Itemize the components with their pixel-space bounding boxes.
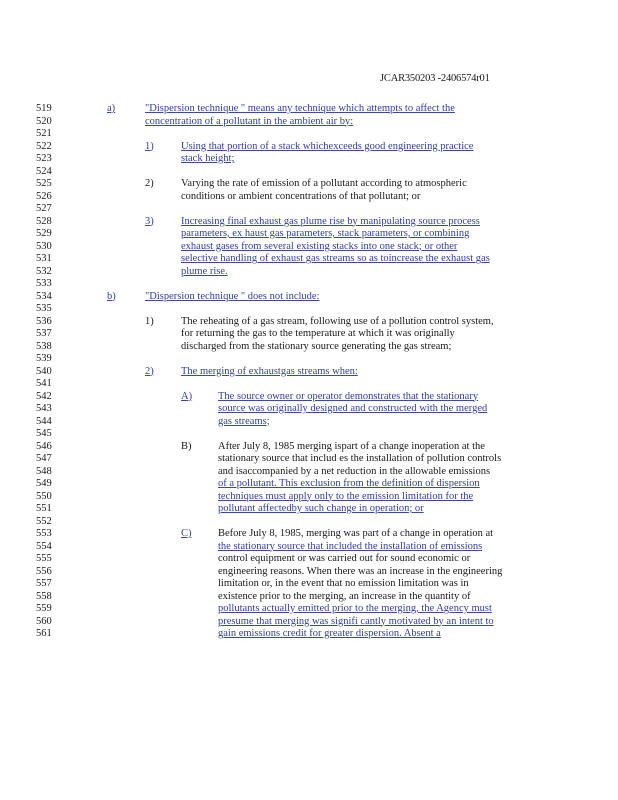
line-number: 521 — [36, 128, 52, 139]
text-line: source was originally designed and constructed with the merged — [218, 403, 488, 414]
line-number: 551 — [36, 503, 52, 514]
text-line: limitation or, in the event that no emission limitation was in — [218, 578, 469, 589]
text-line: engineering reasons. When there was an increase in the engineering — [218, 565, 503, 577]
text-line: of a pollutant. This exclusion from the definition of dispersion — [218, 478, 480, 489]
line-number: 555 — [36, 553, 52, 564]
text-line: After July 8, 1985 merging ispart of a change inoperation at the — [218, 440, 485, 452]
list-marker: C) — [181, 528, 192, 539]
text-line: "Dispersion technique " does not include: — [145, 290, 320, 302]
text-line: Varying the rate of emission of a pollutant according to atmospheric — [181, 178, 467, 189]
text-line: control equipment or was carried out for sound economic or — [218, 553, 471, 564]
line-number: 556 — [36, 565, 52, 577]
line-number: 529 — [36, 228, 52, 239]
line-number: 542 — [36, 390, 52, 402]
line-number: 554 — [36, 540, 52, 552]
text-line: discharged from the stationary source generating the gas stream; — [181, 340, 452, 352]
text-line: Increasing final exhaust gas plume rise by manipulating source process — [181, 215, 480, 227]
list-marker: 1) — [145, 315, 154, 327]
line-number: 553 — [36, 528, 52, 539]
text-line: and isaccompanied by a net reduction in the allowable emissions — [218, 465, 491, 477]
text-line: exhaust gases from several existing stacks into one stack; or other — [181, 240, 458, 252]
text-line: for returning the gas to the temperature at which it was originally — [181, 328, 455, 339]
list-marker: 3) — [145, 215, 154, 227]
list-marker: b) — [107, 290, 116, 302]
text-line: conditions or ambient concentrations of that pollutant; or — [181, 190, 421, 202]
line-number: 526 — [36, 190, 52, 202]
text-line: gain emissions credit for greater dispersion. Absent a — [218, 628, 441, 639]
line-number: 537 — [36, 328, 52, 339]
line-number: 527 — [36, 203, 52, 214]
line-number: 531 — [36, 253, 52, 264]
text-line: Using that portion of a stack whichexceeds good engineering practice — [181, 140, 474, 152]
line-number: 561 — [36, 628, 52, 639]
line-number: 532 — [36, 265, 52, 277]
line-number: 549 — [36, 478, 52, 489]
line-number: 536 — [36, 315, 52, 327]
line-number: 539 — [36, 353, 52, 364]
line-number: 535 — [36, 303, 52, 314]
text-line: presume that merging was signifi cantly motivated by an intent to — [218, 615, 494, 627]
line-number: 538 — [36, 340, 52, 352]
text-line: the stationary source that included the installation of emissions — [218, 540, 483, 552]
text-line: stationary source that includ es the installation of pollution controls — [218, 453, 502, 464]
line-number: 522 — [36, 140, 52, 152]
line-number: 558 — [36, 590, 52, 602]
line-number: 533 — [36, 278, 52, 289]
text-line: parameters, ex haust gas parameters, stack parameters, or combining — [181, 228, 470, 239]
line-number: 550 — [36, 490, 52, 502]
line-number: 560 — [36, 615, 52, 627]
line-number: 519 — [36, 103, 52, 114]
document-id-header: JCAR350203 -2406574r01 — [380, 73, 490, 84]
text-line: "Dispersion technique " means any technique which attempts to affect the — [145, 103, 455, 114]
line-number: 543 — [36, 403, 52, 414]
list-marker: 1) — [145, 140, 154, 152]
line-number: 544 — [36, 415, 52, 427]
line-number: 530 — [36, 240, 52, 252]
text-line: gas streams; — [218, 415, 270, 427]
line-number: 524 — [36, 165, 52, 177]
line-number: 545 — [36, 428, 52, 439]
line-number: 528 — [36, 215, 52, 227]
list-marker: A) — [181, 390, 193, 402]
line-number: 552 — [36, 515, 52, 527]
line-number: 523 — [36, 153, 52, 164]
text-line: The reheating of a gas stream, following use of a pollution control system, — [181, 315, 494, 327]
text-line: pollutants actually emitted prior to the merging, the Agency must — [218, 603, 492, 614]
line-number: 548 — [36, 465, 52, 477]
text-line: stack height; — [181, 153, 235, 164]
text-line: The source owner or operator demonstrates that the stationary — [218, 390, 479, 402]
list-marker: 2) — [145, 178, 154, 189]
text-line: plume rise. — [181, 265, 228, 277]
line-number: 520 — [36, 115, 52, 127]
text-line: concentration of a pollutant in the ambient air by: — [145, 115, 354, 127]
line-number: 559 — [36, 603, 52, 614]
line-number: 557 — [36, 578, 52, 589]
line-number: 534 — [36, 290, 52, 302]
line-number: 541 — [36, 378, 52, 389]
text-line: techniques must apply only to the emission limitation for the — [218, 490, 474, 502]
list-marker: 2) — [145, 365, 154, 377]
line-number: 547 — [36, 453, 52, 464]
list-marker: a) — [107, 103, 116, 114]
text-line: existence prior to the merging, an increase in the quantity of — [218, 590, 471, 602]
line-number: 540 — [36, 365, 52, 377]
text-line: pollutant affectedby such change in operation; or — [218, 503, 424, 514]
list-marker: B) — [181, 440, 192, 452]
line-number: 525 — [36, 178, 52, 189]
text-line: The merging of exhaustgas streams when: — [181, 365, 358, 377]
text-line: Before July 8, 1985, merging was part of a change in operation at — [218, 528, 494, 539]
text-line: selective handling of exhaust gas streams so as toincrease the exhaust gas — [181, 253, 490, 264]
line-number: 546 — [36, 440, 52, 452]
